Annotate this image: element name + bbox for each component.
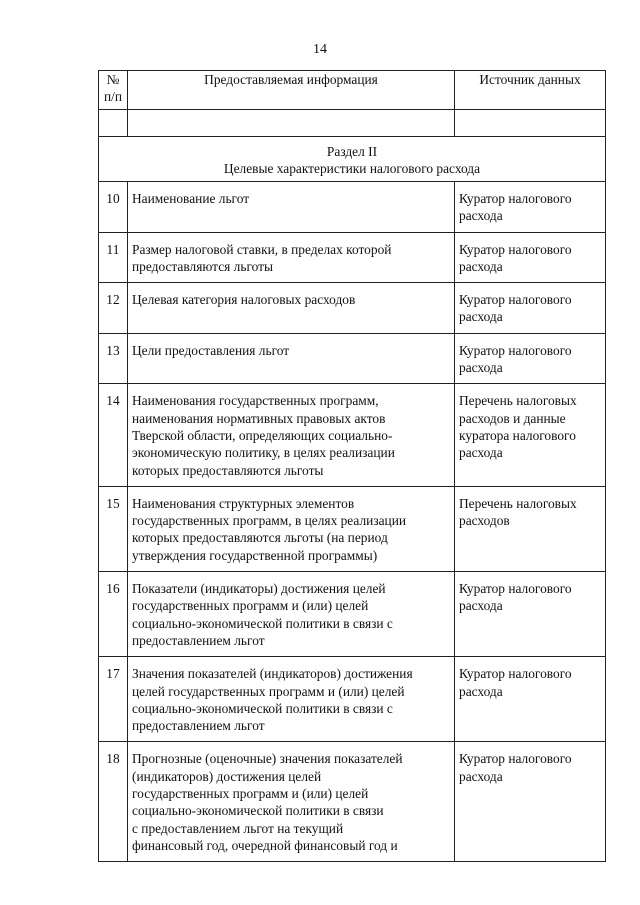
row-number: 13 <box>99 333 128 384</box>
table-row <box>99 486 606 571</box>
row-data-source <box>455 232 606 283</box>
section-subtitle: Целевые характеристики налогового расхода <box>223 161 481 177</box>
header-number-abbr: п/п <box>103 89 123 105</box>
table-row <box>99 572 606 657</box>
info-line: Показатели (индикаторы) достижения целей <box>132 581 386 597</box>
row-data-source <box>455 657 606 742</box>
info-line: (индикаторов) достижения целей <box>132 768 322 784</box>
row-provided-info <box>128 232 455 283</box>
info-line: Цели предоставления льгот <box>132 342 290 358</box>
info-line: социально-экономической политики в связи с <box>132 700 393 716</box>
info-line: Прогнозные (оценочные) значения показателей <box>132 751 403 767</box>
info-line: Наименования государственных программ, <box>132 393 379 409</box>
row-data-source <box>455 572 606 657</box>
source-line: расхода <box>459 258 503 274</box>
source-line: Перечень налоговых <box>459 495 577 511</box>
info-line: социально-экономической политики в связи с <box>132 615 393 631</box>
info-line: государственных программ и (или) целей <box>132 786 369 802</box>
source-line: расхода <box>459 598 503 614</box>
row-data-source <box>455 333 606 384</box>
empty-cell <box>99 110 128 137</box>
row-data-source <box>455 182 606 233</box>
info-line: которых предоставляются льготы (на период <box>132 530 388 546</box>
table-row <box>99 182 606 233</box>
source-line: расходов и данные <box>459 410 566 426</box>
info-line: наименования нормативных правовых актов <box>132 410 386 426</box>
section-title: Раздел II <box>326 144 378 159</box>
source-line: Куратор налогового <box>459 292 572 308</box>
row-number: 18 <box>99 742 128 862</box>
header-number <box>99 71 128 110</box>
tax-expense-table <box>98 70 606 862</box>
table-header-row <box>99 71 606 110</box>
section-heading <box>99 137 606 182</box>
source-line: расхода <box>459 768 503 784</box>
info-line: государственных программ и (или) целей <box>132 598 369 614</box>
source-line: Куратор налогового <box>459 191 572 206</box>
info-line: с предоставлением льгот на текущий <box>132 820 344 836</box>
source-line: расхода <box>459 309 503 325</box>
row-data-source <box>455 486 606 571</box>
row-data-source <box>455 742 606 862</box>
empty-row <box>99 110 606 137</box>
row-data-source <box>455 384 606 486</box>
source-line: Куратор налогового <box>459 241 572 257</box>
source-line: расхода <box>459 683 503 699</box>
empty-cell <box>128 110 455 137</box>
source-line: расходов <box>459 513 510 529</box>
source-line: Куратор налогового <box>459 342 572 358</box>
row-provided-info <box>128 657 455 742</box>
info-line: предоставляются льготы <box>132 258 273 274</box>
row-number: 17 <box>99 657 128 742</box>
source-line: Куратор налогового <box>459 666 572 682</box>
table-row <box>99 384 606 486</box>
table-row <box>99 333 606 384</box>
table-row <box>99 283 606 334</box>
info-line: Размер налоговой ставки, в пределах которой <box>132 241 392 257</box>
row-provided-info <box>128 182 455 233</box>
source-line: расхода <box>459 445 503 461</box>
info-line: Наименование льгот <box>132 191 250 206</box>
empty-cell <box>455 110 606 137</box>
info-line: финансовый год, очередной финансовый год и <box>132 837 398 853</box>
row-number: 14 <box>99 384 128 486</box>
info-line: Тверской области, определяющих социально- <box>132 427 393 443</box>
row-number: 16 <box>99 572 128 657</box>
table-row <box>99 657 606 742</box>
table-row <box>99 742 606 862</box>
info-line: Целевая категория налоговых расходов <box>132 292 356 308</box>
header-data-source: Источник данных <box>455 71 606 110</box>
info-line: социально-экономической политики в связи <box>132 803 384 819</box>
page-number: 14 <box>313 42 327 57</box>
info-line: предоставлением льгот <box>132 632 265 648</box>
info-line: экономическую политику, в целях реализации <box>132 445 395 461</box>
source-line: расхода <box>459 360 503 376</box>
row-number: 10 <box>99 182 128 233</box>
source-line: куратора налогового <box>459 427 576 443</box>
row-provided-info <box>128 572 455 657</box>
info-line: Наименования структурных элементов <box>132 495 355 511</box>
row-data-source <box>455 283 606 334</box>
info-line: целей государственных программ и (или) целей <box>132 683 405 699</box>
source-line: Куратор налогового <box>459 751 572 767</box>
row-number: 15 <box>99 486 128 571</box>
section-heading-row <box>99 137 606 182</box>
info-line: утверждения государственной программы) <box>132 547 378 563</box>
info-line: которых предоставляются льготы <box>132 462 324 478</box>
header-provided-info: Предоставляемая информация <box>128 71 455 110</box>
info-line: Значения показателей (индикаторов) достижения <box>132 666 413 682</box>
info-line: государственных программ, в целях реализации <box>132 513 407 529</box>
header-number-sign: № <box>106 72 120 87</box>
row-provided-info <box>128 283 455 334</box>
row-number: 11 <box>99 232 128 283</box>
row-provided-info <box>128 742 455 862</box>
source-line: расхода <box>459 208 503 224</box>
source-line: Куратор налогового <box>459 581 572 597</box>
info-line: предоставлением льгот <box>132 718 265 734</box>
row-provided-info <box>128 333 455 384</box>
row-provided-info <box>128 384 455 486</box>
row-number: 12 <box>99 283 128 334</box>
table-row <box>99 232 606 283</box>
source-line: Перечень налоговых <box>459 393 577 409</box>
row-provided-info <box>128 486 455 571</box>
